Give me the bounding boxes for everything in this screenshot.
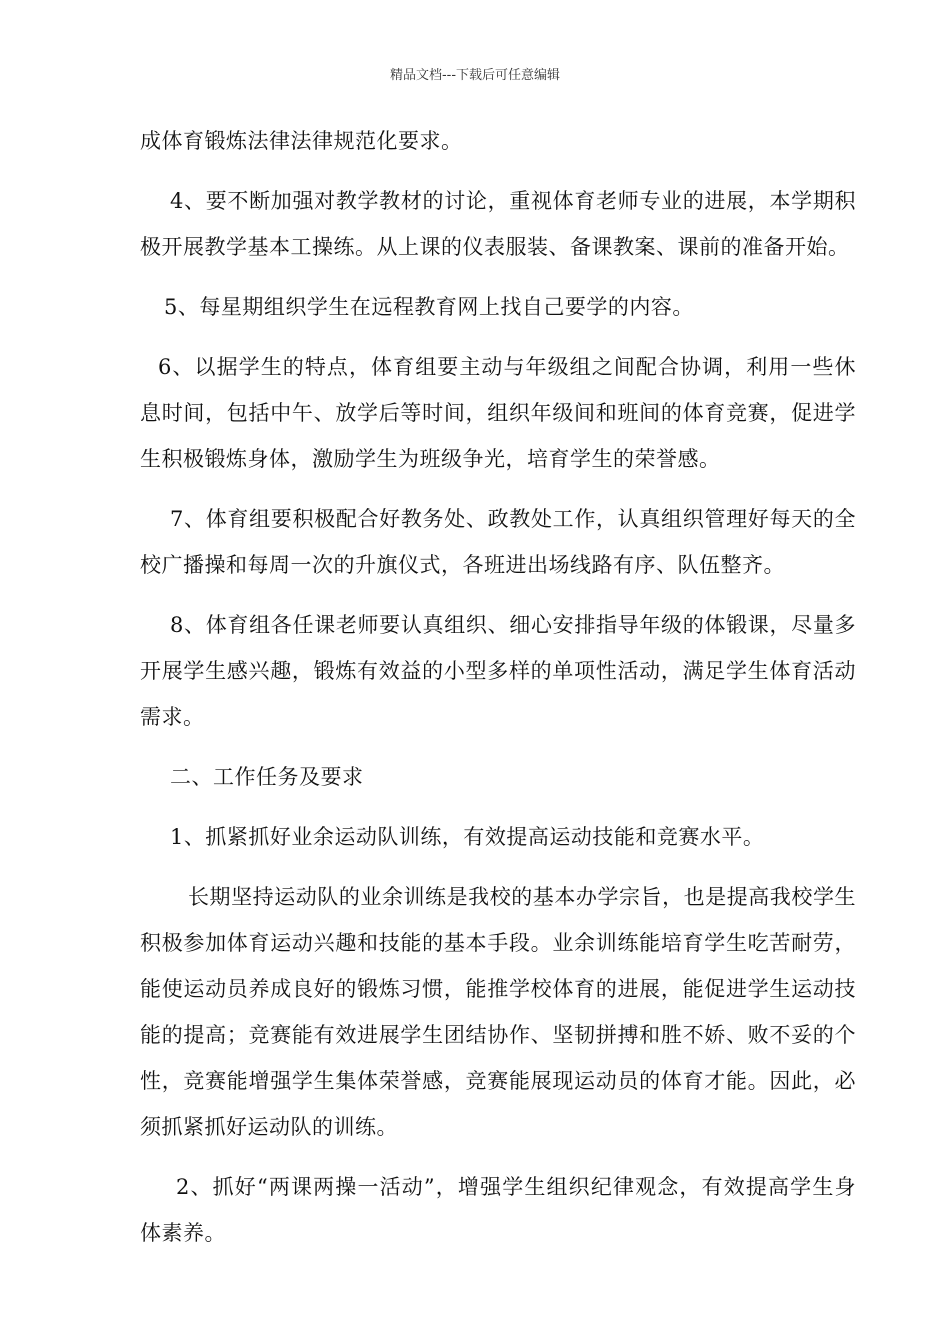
paragraph-item-4: 4、要不断加强对教学教材的讨论，重视体育老师专业的进展，本学期积极开展教学基本工操练。从上课的仪表服装、备课教案、课前的准备开始。 bbox=[140, 189, 856, 259]
paragraph-item-7: 7、体育组要积极配合好教务处、政教处工作，认真组织管理好每天的全校广播操和每周一次的升旗仪式，各班进出场线路有序、队伍整齐。 bbox=[140, 507, 856, 577]
paragraph-item-5: 5、每星期组织学生在远程教育网上找自己要学的内容。 bbox=[164, 295, 694, 319]
paragraph-task-2: 2、抓好“两课两操一活动”，增强学生组织纪律观念，有效提高学生身体素养。 bbox=[140, 1175, 856, 1245]
paragraph-item-6: 6、以据学生的特点，体育组要主动与年级组之间配合协调，利用一些休息时间，包括中午、放学后等时间，组织年级间和班间的体育竞赛，促进学生积极锻炼身体，激励学生为班级争光，培育学生的荣誉感。 bbox=[140, 355, 856, 471]
paragraph-task-1: 1、抓紧抓好业余运动队训练，有效提高运动技能和竞赛水平。 bbox=[170, 825, 765, 849]
paragraph-continued: 成体育锻炼法律法律规范化要求。 bbox=[140, 129, 463, 153]
page-header: 精品文档---下载后可任意编辑 bbox=[389, 68, 561, 83]
section-heading: 二、工作任务及要求 bbox=[170, 765, 364, 789]
document-body bbox=[140, 118, 856, 1270]
paragraph-task-1-detail: 长期坚持运动队的业余训练是我校的基本办学宗旨，也是提高我校学生积极参加体育运动兴趣和技能的基本手段。业余训练能培育学生吃苦耐劳，能使运动员养成良好的锻炼习惯，能推学校体育的进展，能促进学生运动技能的提高；竞赛能有效进展学生团结协作、坚韧拼搏和胜不娇、败不妥的个性，竞赛能增强学生集体荣誉感，竞赛能展现运动员的体育才能。因此，必须抓紧抓好运动队的训练。 bbox=[140, 885, 856, 1139]
paragraph-item-8: 8、体育组各任课老师要认真组织、细心安排指导年级的体锻课，尽量多开展学生感兴趣，锻炼有效益的小型多样的单项性活动，满足学生体育活动需求。 bbox=[140, 613, 856, 729]
